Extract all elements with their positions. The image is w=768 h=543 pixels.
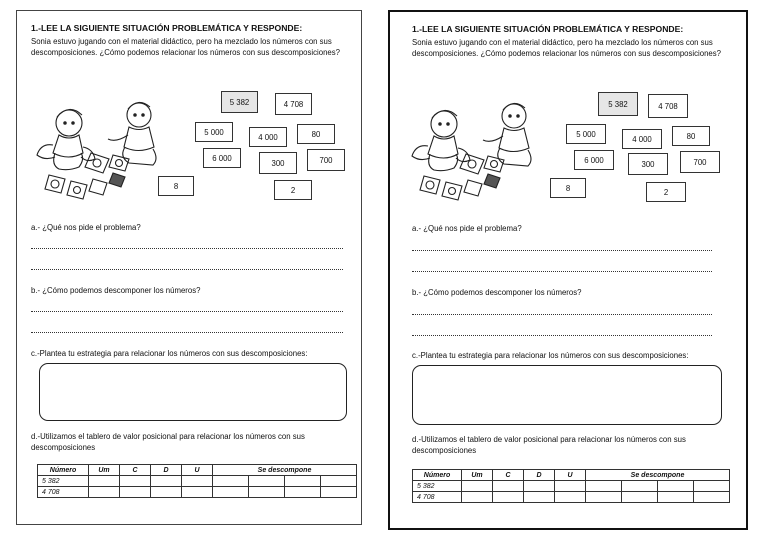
number-card: 4 708 (648, 94, 688, 118)
worksheet-left (16, 10, 362, 525)
number-card: 4 000 (622, 129, 662, 149)
table-cell[interactable] (213, 476, 249, 487)
table-cell[interactable] (213, 487, 249, 498)
question-b: b.- ¿Cómo podemos descomponer los números? (31, 286, 201, 295)
col-se-descompone: Se descompone (586, 470, 730, 481)
question-a: a.- ¿Qué nos pide el problema? (412, 224, 522, 233)
table-row (413, 481, 730, 492)
number-card: 700 (307, 149, 345, 171)
number-card: 6 000 (574, 150, 614, 170)
question-c: c.-Plantea tu estrategia para relacionar los números con sus descomposiciones: (31, 349, 308, 358)
col-numero: Número (38, 465, 89, 476)
number-card: 2 (274, 180, 312, 200)
answer-line[interactable] (31, 248, 343, 249)
table-cell[interactable] (524, 481, 555, 492)
table-cell[interactable] (249, 487, 285, 498)
table-row (38, 476, 357, 487)
question-b: b.- ¿Cómo podemos descomponer los números? (412, 288, 582, 297)
number-card: 5 000 (566, 124, 606, 144)
table-cell[interactable] (89, 487, 120, 498)
table-cell[interactable] (462, 492, 493, 503)
answer-line[interactable] (412, 250, 712, 251)
children-playing-illustration (29, 95, 164, 203)
number-card: 4 708 (275, 93, 312, 115)
worksheet-right (388, 10, 748, 530)
number-card: 300 (259, 152, 297, 174)
question-d: d.-Utilizamos el tablero de valor posicional para relacionar los números con sus descomposiciones (412, 435, 686, 455)
answer-line[interactable] (412, 314, 712, 315)
number-card: 6 000 (203, 148, 241, 168)
table-header-row (413, 470, 730, 481)
table-row (413, 492, 730, 503)
answer-line[interactable] (412, 335, 712, 336)
col-numero: Número (413, 470, 462, 481)
answer-line[interactable] (412, 271, 712, 272)
col-u: U (555, 470, 586, 481)
answer-line[interactable] (31, 332, 343, 333)
problem-text: Sonia estuvo jugando con el material didáctico, pero ha mezclado los números con sus descomposiciones. ¿Cómo podemos relacionar los números con sus descomposiciones? (412, 38, 721, 58)
number-card: 80 (297, 124, 335, 144)
col-u: U (182, 465, 213, 476)
children-playing-illustration (404, 96, 539, 204)
row-number: 5 382 (413, 481, 462, 492)
table-cell[interactable] (524, 492, 555, 503)
table-cell[interactable] (321, 476, 357, 487)
table-cell[interactable] (182, 476, 213, 487)
table-cell[interactable] (151, 476, 182, 487)
worksheet-title: 1.-LEE LA SIGUIENTE SITUACIÓN PROBLEMÁTICA Y RESPONDE: (31, 23, 303, 33)
table-cell[interactable] (694, 481, 730, 492)
worksheet-title: 1.-LEE LA SIGUIENTE SITUACIÓN PROBLEMÁTICA Y RESPONDE: (412, 24, 684, 34)
answer-line[interactable] (31, 311, 343, 312)
table-cell[interactable] (622, 492, 658, 503)
place-value-table (412, 469, 730, 503)
table-cell[interactable] (462, 481, 493, 492)
table-cell[interactable] (586, 481, 622, 492)
table-cell[interactable] (658, 481, 694, 492)
col-d: D (524, 470, 555, 481)
place-value-table (37, 464, 357, 498)
number-card: 80 (672, 126, 710, 146)
number-card: 5 382 (221, 91, 258, 113)
table-cell[interactable] (493, 492, 524, 503)
col-um: Um (89, 465, 120, 476)
col-d: D (151, 465, 182, 476)
table-cell[interactable] (120, 487, 151, 498)
col-um: Um (462, 470, 493, 481)
number-card: 5 382 (598, 92, 638, 116)
problem-text: Sonia estuvo jugando con el material didáctico, pero ha mezclado los números con sus descomposiciones. ¿Cómo podemos relacionar los números con sus descomposiciones? (31, 37, 340, 57)
col-se-descompone: Se descompone (213, 465, 357, 476)
question-c: c.-Plantea tu estrategia para relacionar los números con sus descomposiciones: (412, 351, 689, 360)
number-card: 2 (646, 182, 686, 202)
table-cell[interactable] (151, 487, 182, 498)
number-card: 5 000 (195, 122, 233, 142)
table-cell[interactable] (285, 476, 321, 487)
question-d: d.-Utilizamos el tablero de valor posicional para relacionar los números con sus descomposiciones (31, 432, 305, 452)
row-number: 4 708 (38, 487, 89, 498)
table-cell[interactable] (694, 492, 730, 503)
table-cell[interactable] (622, 481, 658, 492)
col-c: C (120, 465, 151, 476)
table-row (38, 487, 357, 498)
table-cell[interactable] (285, 487, 321, 498)
table-cell[interactable] (249, 476, 285, 487)
number-card: 8 (550, 178, 586, 198)
table-cell[interactable] (321, 487, 357, 498)
table-cell[interactable] (89, 476, 120, 487)
number-card: 700 (680, 151, 720, 173)
question-a: a.- ¿Qué nos pide el problema? (31, 223, 141, 232)
strategy-box[interactable] (412, 365, 722, 425)
strategy-box[interactable] (39, 363, 347, 421)
table-cell[interactable] (493, 481, 524, 492)
row-number: 4 708 (413, 492, 462, 503)
table-header-row (38, 465, 357, 476)
table-cell[interactable] (658, 492, 694, 503)
table-cell[interactable] (182, 487, 213, 498)
table-cell[interactable] (555, 481, 586, 492)
table-cell[interactable] (120, 476, 151, 487)
number-card: 8 (158, 176, 194, 196)
table-cell[interactable] (555, 492, 586, 503)
col-c: C (493, 470, 524, 481)
number-card: 4 000 (249, 127, 287, 147)
answer-line[interactable] (31, 269, 343, 270)
table-cell[interactable] (586, 492, 622, 503)
row-number: 5 382 (38, 476, 89, 487)
number-card: 300 (628, 153, 668, 175)
